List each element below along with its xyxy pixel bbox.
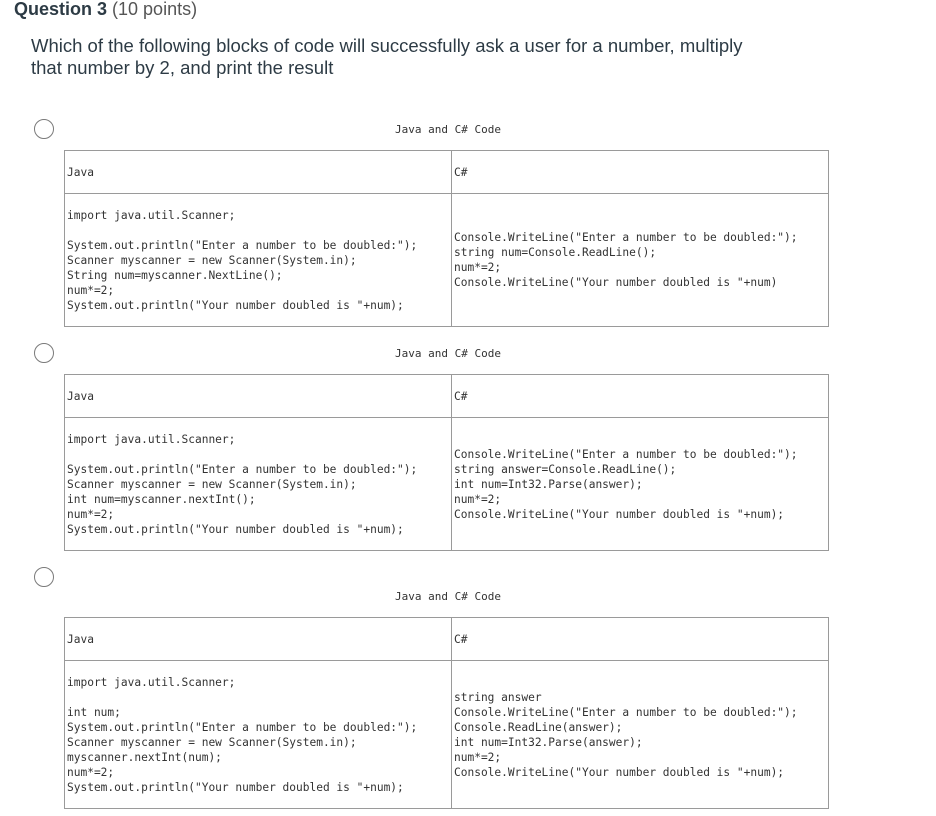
csharp-code (452, 194, 829, 327)
code-line: Console.WriteLine("Enter a number to be doubled:"); (454, 231, 798, 244)
code-caption: Java and C# Code (395, 590, 501, 603)
java-code (65, 418, 452, 551)
csharp-header: C# (452, 375, 829, 418)
code-line: num*=2; (67, 283, 115, 297)
code-line: Console.WriteLine("Your number doubled is "+num) (454, 276, 778, 289)
question-header (14, 0, 197, 22)
code-line: myscanner.nextInt(num); (67, 750, 222, 764)
code-table (64, 150, 829, 327)
code-line: System.out.println("Your number doubled is "+num); (67, 522, 404, 536)
code-line: import java.util.Scanner; (67, 432, 236, 446)
csharp-code (452, 661, 829, 809)
code-caption: Java and C# Code (395, 123, 501, 136)
code-line: import java.util.Scanner; (67, 208, 236, 222)
question-title: Question 3 (14, 0, 108, 19)
code-line: int num; (67, 705, 121, 719)
code-line: System.out.println("Enter a number to be doubled:"); (67, 462, 418, 476)
code-line (67, 690, 451, 705)
code-line: string answer=Console.ReadLine(); (454, 462, 677, 476)
code-line: Scanner myscanner = new Scanner(System.in); (67, 735, 357, 749)
code-line: num*=2; (454, 261, 502, 274)
java-code (65, 661, 452, 809)
code-table (64, 617, 829, 809)
code-line: Console.WriteLine("Your number doubled is "+num); (454, 507, 785, 521)
answer-radio-2[interactable] (34, 343, 54, 363)
java-header: Java (65, 375, 452, 418)
code-line: num*=2; (454, 492, 502, 506)
code-line: int num=Int32.Parse(answer); (454, 735, 643, 749)
code-line: System.out.println("Your number doubled is "+num); (67, 780, 404, 794)
code-line (67, 223, 451, 238)
code-line: string num=Console.ReadLine(); (454, 246, 657, 259)
code-line: int num=Int32.Parse(answer); (454, 477, 643, 491)
code-line: import java.util.Scanner; (67, 675, 236, 689)
code-caption: Java and C# Code (395, 347, 501, 360)
code-line: Console.ReadLine(answer); (454, 720, 623, 734)
code-line: Console.WriteLine("Enter a number to be doubled:"); (454, 705, 798, 719)
question-text: Which of the following blocks of code will successfully ask a user for a number, multiply that number by 2, and print the result (31, 35, 743, 78)
code-line (67, 447, 451, 462)
answer-radio-1[interactable] (34, 119, 54, 139)
code-line: int num=myscanner.nextInt(); (67, 492, 256, 506)
question-points: (10 points) (112, 0, 198, 19)
java-header: Java (65, 618, 452, 661)
code-line: String num=myscanner.NextLine(); (67, 268, 283, 282)
code-line: Scanner myscanner = new Scanner(System.in); (67, 253, 357, 267)
answer-radio-3[interactable] (34, 567, 54, 587)
java-code (65, 194, 452, 327)
code-line: System.out.println("Enter a number to be doubled:"); (67, 238, 418, 252)
code-line: Scanner myscanner = new Scanner(System.in); (67, 477, 357, 491)
code-line: num*=2; (67, 765, 115, 779)
code-table (64, 374, 829, 551)
code-line: Console.WriteLine("Your number doubled is "+num); (454, 765, 785, 779)
java-header: Java (65, 151, 452, 194)
csharp-code (452, 418, 829, 551)
code-line: Console.WriteLine("Enter a number to be doubled:"); (454, 447, 798, 461)
code-line: System.out.println("Enter a number to be doubled:"); (67, 720, 418, 734)
code-line: num*=2; (454, 750, 502, 764)
code-line: num*=2; (67, 507, 115, 521)
csharp-header: C# (452, 618, 829, 661)
code-line: string answer (454, 690, 542, 704)
csharp-header: C# (452, 151, 829, 194)
code-line: System.out.println("Your number doubled is "+num); (67, 298, 404, 312)
